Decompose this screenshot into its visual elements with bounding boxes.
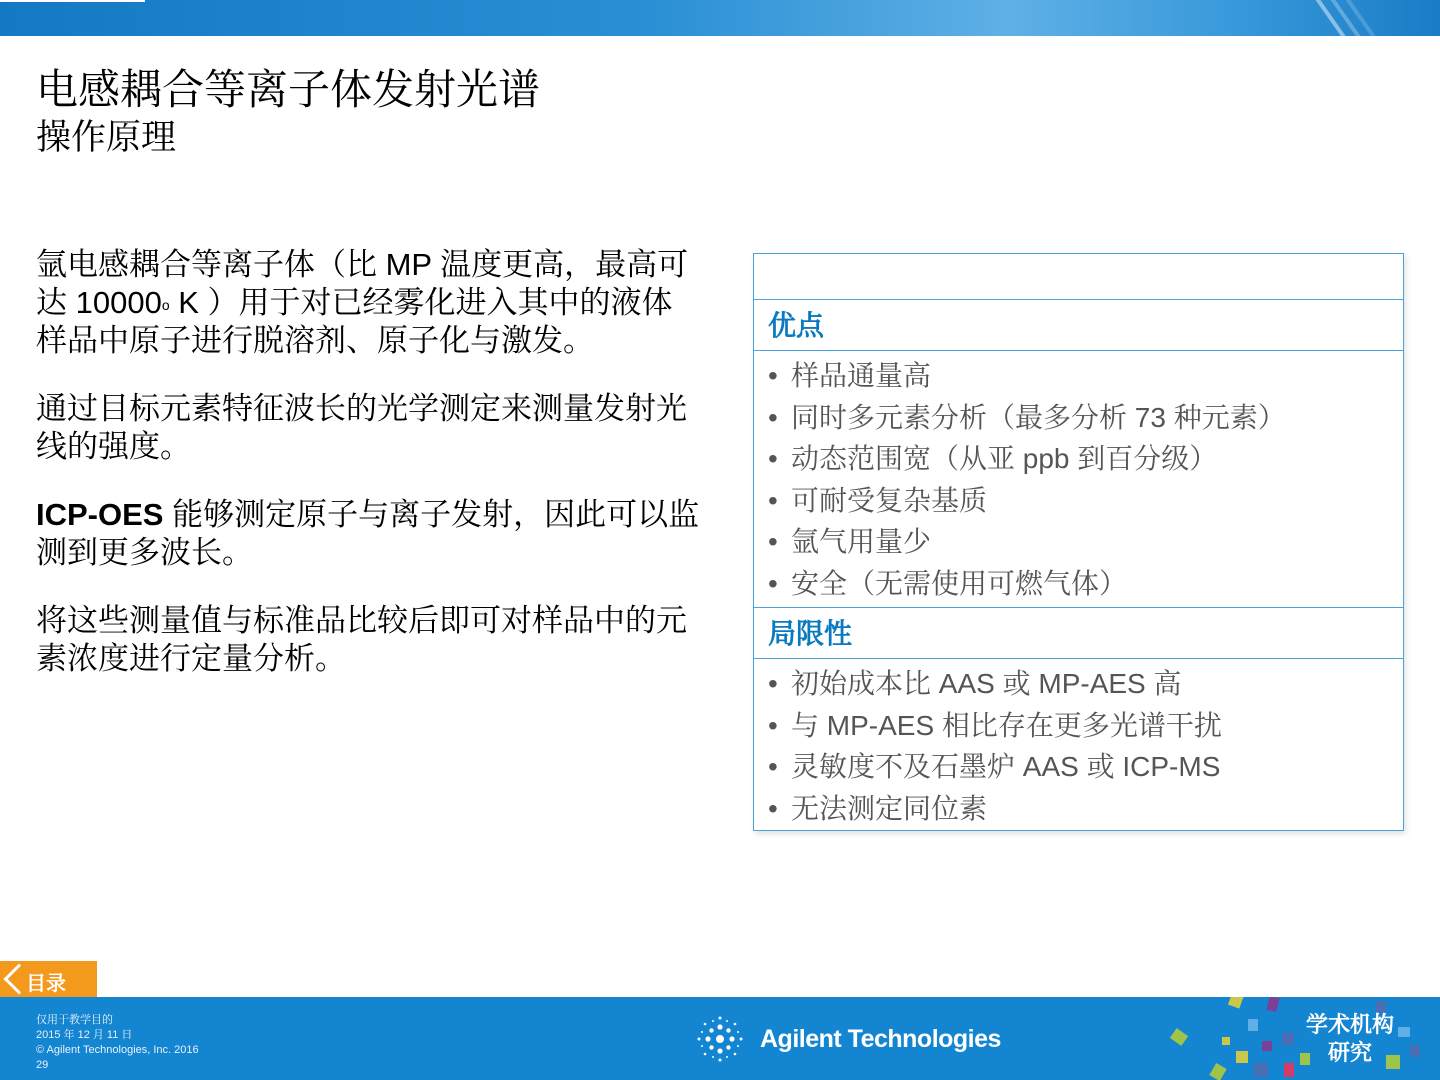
tile: [1282, 1033, 1294, 1045]
tile: [1266, 997, 1279, 1012]
banner-tab-line: [0, 0, 145, 2]
body-text: [36, 246, 701, 708]
footer-info: [36, 1013, 199, 1073]
tile: [1248, 1019, 1258, 1031]
tile: [1236, 1051, 1248, 1063]
footer-copyright: © Agilent Technologies, Inc. 2016: [36, 1044, 199, 1056]
list-item: • 氩气用量少: [754, 521, 1403, 563]
footer-purpose: 仅用于教学目的: [36, 1014, 113, 1026]
cons-list: [754, 663, 1403, 829]
list-item: • 无法测定同位素: [754, 788, 1403, 830]
banner-streak: [1343, 0, 1381, 36]
page-number: 29: [36, 1059, 49, 1071]
footer-bar: [0, 997, 1440, 1080]
agilent-logo: [692, 1011, 1001, 1067]
cons-cell: [754, 659, 1403, 829]
cons-heading: 局限性: [754, 608, 1403, 659]
pros-heading: 优点: [754, 300, 1403, 351]
toc-button[interactable]: [0, 961, 97, 997]
paragraph-measurement: 通过目标元素特征波长的光学测定来测量发射光线的强度。: [36, 391, 687, 464]
slide-subtitle: 操作原理: [36, 118, 177, 157]
list-item: • 与 MP-AES 相比存在更多光谱干扰: [754, 705, 1403, 747]
paragraph-plasma-text-2: K ）用于对已经雾化进入其中的液体样品中原子进行脱溶剂、原子化与激发。: [36, 285, 673, 358]
paragraph-plasma: [36, 246, 701, 360]
list-item: • 同时多元素分析（最多分析 73 种元素）: [754, 397, 1403, 439]
tile: [1262, 1041, 1272, 1051]
list-item: • 初始成本比 AAS 或 MP-AES 高: [754, 663, 1403, 705]
slide-title: 电感耦合等离子体发射光谱: [36, 66, 541, 113]
tile: [1284, 1063, 1294, 1077]
top-banner: [0, 0, 1440, 36]
agilent-spark-icon: [692, 1011, 748, 1067]
paragraph-icp-oes: [36, 496, 701, 572]
footer-date: 2015 年 12 月 11 日: [36, 1029, 133, 1041]
tile: [1398, 1027, 1410, 1037]
academic-line-2: 研究: [1327, 1040, 1372, 1065]
toc-label: 目录: [26, 973, 66, 995]
tile: [1228, 997, 1244, 1009]
pros-list: [754, 355, 1403, 605]
tile: [1222, 1037, 1230, 1045]
academic-line-1: 学术机构: [1305, 1012, 1394, 1037]
paragraph-quantification: 将这些测量值与标准品比较后即可对样品中的元素浓度进行定量分析。: [36, 603, 687, 676]
list-item: • 可耐受复杂基质: [754, 480, 1403, 522]
tile: [1209, 1063, 1226, 1080]
tile: [1170, 1028, 1188, 1046]
paragraph-icp-oes-text: 能够测定原子与离子发射，因此可以监测到更多波长。: [36, 497, 700, 570]
paragraph-plasma-text: 氩电感耦合等离子体（比 MP 温度更高，最高可达 10000: [36, 247, 689, 320]
list-item: • 样品通量高: [754, 355, 1403, 397]
table-header-row: [754, 254, 1403, 300]
icp-oes-bold: ICP-OES: [36, 497, 164, 532]
list-item: • 安全（无需使用可燃气体）: [754, 563, 1403, 605]
pros-cons-table: [753, 253, 1404, 831]
list-item: • 动态范围宽（从亚 ppb 到百分级）: [754, 438, 1403, 480]
degree-superscript: o: [161, 297, 170, 313]
academic-research-label: [1306, 1011, 1394, 1067]
pros-cell: [754, 351, 1403, 608]
tile: [1254, 1063, 1268, 1077]
list-item: • 灵敏度不及石墨炉 AAS 或 ICP-MS: [754, 746, 1403, 788]
tile: [1410, 1045, 1420, 1057]
brand-name: Agilent Technologies: [760, 1024, 1001, 1053]
